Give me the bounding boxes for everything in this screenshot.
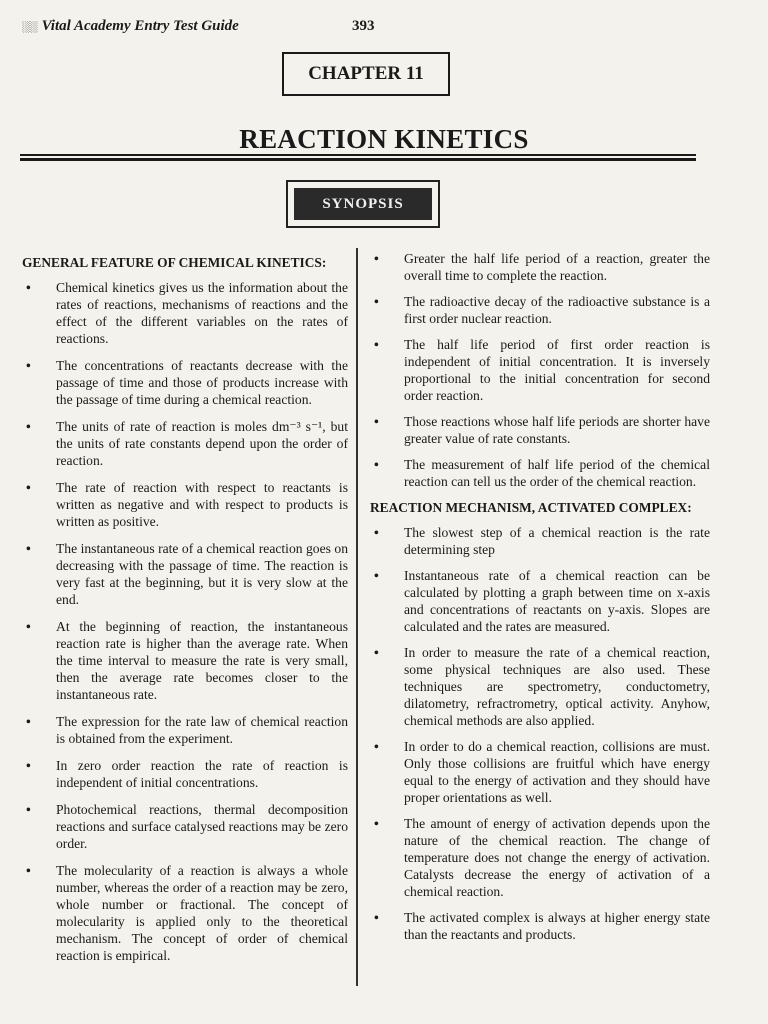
title-rule-top <box>20 154 696 156</box>
bullet-icon: • <box>26 541 31 556</box>
bullet-icon: • <box>374 739 379 754</box>
list-item: • The units of rate of reaction is moles dm⁻³ s⁻¹, but the units of rate constants depend upon the order of reaction. <box>26 419 348 468</box>
list-item: • The amount of energy of activation depends upon the nature of the chemical reaction. The change of temperature does not change the energy of activation. Catalysts decrease the energy of activation of a chemical reaction. <box>374 816 710 899</box>
bullet-icon: • <box>374 525 379 540</box>
list-item: • Photochemical reactions, thermal decomposition reactions and surface catalysed reactions may be zero order. <box>26 802 348 851</box>
bullet-icon: • <box>374 294 379 309</box>
book-title: Vital Academy Entry Test Guide <box>41 18 239 34</box>
list-item: • The expression for the rate law of chemical reaction is obtained from the experiment. <box>26 714 348 746</box>
bullet-icon: • <box>26 280 31 295</box>
section-heading-mechanism: REACTION MECHANISM, ACTIVATED COMPLEX: <box>370 500 692 515</box>
bullet-icon: • <box>26 619 31 634</box>
left-column <box>22 250 348 974</box>
list-item: • The concentrations of reactants decrease with the passage of time and those of products increase with the passage of time during a chemical reaction. <box>26 358 348 407</box>
list-item: • Those reactions whose half life periods are shorter have greater value of rate constants. <box>374 414 710 446</box>
list-item: • The measurement of half life period of the chemical reaction can tell us the order of the chemical reaction. <box>374 457 710 489</box>
bullet-icon: • <box>374 568 379 583</box>
list-item: • In zero order reaction the rate of reaction is independent of initial concentrations. <box>26 758 348 790</box>
bullet-icon: • <box>26 480 31 495</box>
list-item: • The slowest step of a chemical reaction is the rate determining step <box>374 525 710 557</box>
list-item: • Instantaneous rate of a chemical reaction can be calculated by plotting a graph between time on x-axis and concentrations of reactants on y-axis. Slopes are calculated and the rates are measured. <box>374 568 710 634</box>
list-item: • The activated complex is always at higher energy state than the reactants and products. <box>374 910 710 942</box>
bullet-icon: • <box>26 758 31 773</box>
bullet-icon: • <box>374 816 379 831</box>
bullet-icon: • <box>26 419 31 434</box>
list-item: • The radioactive decay of the radioactive substance is a first order nuclear reaction. <box>374 294 710 326</box>
page-number: 393 <box>352 18 375 34</box>
book-header <box>22 18 239 35</box>
bullet-icon: • <box>26 358 31 373</box>
page-title: REACTION KINETICS <box>239 124 529 154</box>
chapter-label: CHAPTER 11 <box>282 52 450 96</box>
title-rule-bottom <box>20 158 696 161</box>
synopsis-frame <box>286 180 440 228</box>
list-item: • Chemical kinetics gives us the information about the rates of reactions, mechanisms of reactions and the effect of the different variables on the rates of reactions. <box>26 280 348 346</box>
bullet-icon: • <box>374 251 379 266</box>
bullet-icon: • <box>374 337 379 352</box>
bullet-icon: • <box>26 714 31 729</box>
list-item: • The half life period of first order reaction is independent of initial concentration. It is inversely proportional to the initial concentration for second order reaction. <box>374 337 710 403</box>
bullet-icon: • <box>26 863 31 878</box>
list-item: • The rate of reaction with respect to reactants is written as negative and with respect to products is written as positive. <box>26 480 348 529</box>
column-divider <box>356 248 358 986</box>
bullet-icon: • <box>26 802 31 817</box>
bullet-icon: • <box>374 414 379 429</box>
list-item: • The molecularity of a reaction is always a whole number, whereas the order of a reaction may be zero, whole number or fractional. The concept of molecularity is applied only to the theoretical mechanism. The concept of order of chemical reaction is empirical. <box>26 863 348 963</box>
right-column <box>370 250 710 952</box>
bullet-icon: • <box>374 457 379 472</box>
list-item: • At the beginning of reaction, the instantaneous reaction rate is higher than the average rate. When the time interval to measure the rate is very small, then the average rate becomes closer to the instantaneous rate. <box>26 619 348 702</box>
bullet-icon: • <box>374 910 379 925</box>
section-heading-general: GENERAL FEATURE OF CHEMICAL KINETICS: <box>22 255 327 270</box>
list-item: • In order to measure the rate of a chemical reaction, some physical techniques are also used. These techniques are spectrometry, conductometry, dilatometry, refractrometry, optical activity. Anyhow, chemical methods are also applied. <box>374 645 710 728</box>
bullet-icon: • <box>374 645 379 660</box>
list-item: • Greater the half life period of a reaction, greater the overall time to complete the reaction. <box>374 251 710 283</box>
list-item: • In order to do a chemical reaction, collisions are must. Only those collisions are fruitful which have energy equal to the energy of activation and they should have proper orientations as well. <box>374 739 710 805</box>
list-item: • The instantaneous rate of a chemical reaction goes on decreasing with the passage of time. The reaction is very fast at the beginning, but it is very slow at the end. <box>26 541 348 607</box>
synopsis-label: SYNOPSIS <box>294 188 432 220</box>
academy-logo-icon: ░░ <box>22 21 38 33</box>
